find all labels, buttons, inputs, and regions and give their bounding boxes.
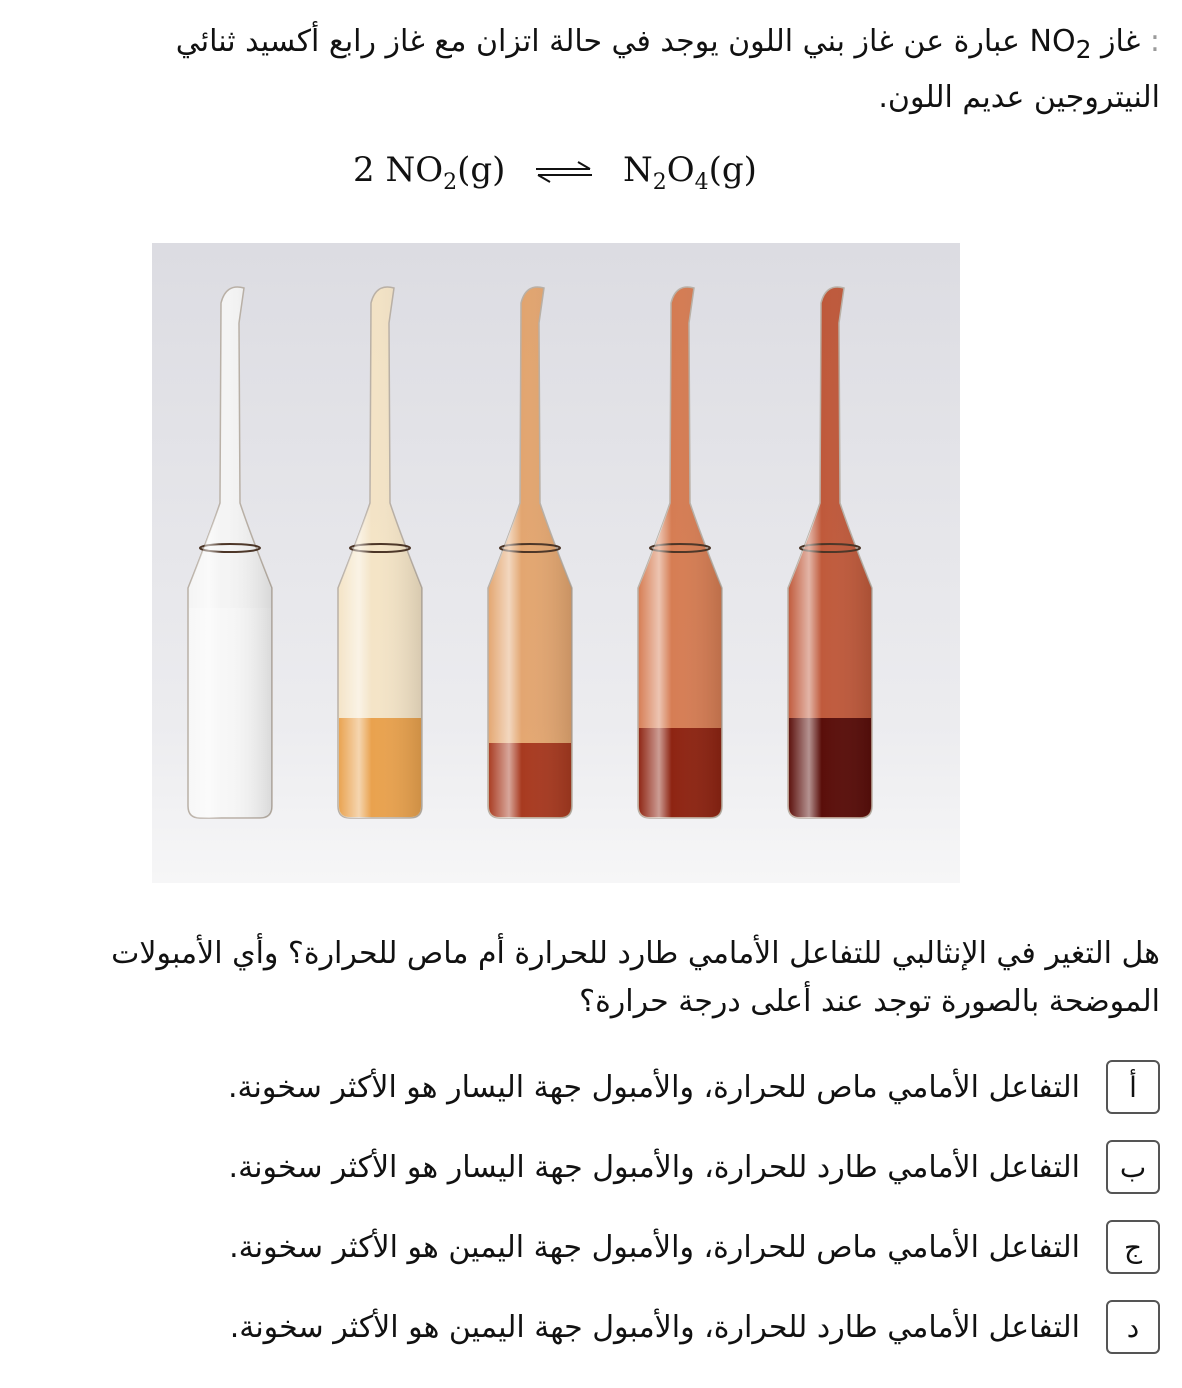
option-c-letter[interactable]: ج [1106, 1220, 1160, 1274]
intro-line2: النيتروجين عديم اللون. [878, 80, 1160, 115]
reactant: 2 $NO_2(g)$ [353, 150, 506, 195]
ampoules-photo [152, 243, 960, 883]
option-b-text: التفاعل الأمامي طارد للحرارة، والأمبول جهة اليسار هو الأكثر سخونة. [228, 1149, 1080, 1185]
option-a-text: التفاعل الأمامي ماص للحرارة، والأمبول جهة اليسار هو الأكثر سخونة. [227, 1069, 1080, 1105]
option-a[interactable] [60, 1058, 1160, 1116]
option-d-letter[interactable]: د [1106, 1300, 1160, 1354]
option-b[interactable] [60, 1138, 1160, 1196]
chemical-equation [0, 150, 1110, 195]
option-a-letter[interactable]: أ [1106, 1060, 1160, 1114]
product: $N_2O_4(g)$ [623, 150, 757, 195]
question-number-fragment: : [1149, 24, 1160, 59]
equilibrium-arrows-icon [534, 160, 594, 184]
intro-formula: $NO_2$ [1029, 24, 1092, 64]
question-text: هل التغير في الإنثالبي للتفاعل الأمامي طارد للحرارة أم ماص للحرارة؟ وأي الأمبولات الموضحة بالصورة توجد عند أعلى درجة حرارة؟ [111, 936, 1160, 1019]
intro-prefix: غاز [1101, 24, 1141, 59]
intro-line1-rest: عبارة عن غاز بني اللون يوجد في حالة اتزان مع غاز رابع أكسيد ثنائي [175, 24, 1020, 59]
option-d-text: التفاعل الأمامي طارد للحرارة، والأمبول جهة اليمين هو الأكثر سخونة. [229, 1309, 1080, 1345]
intro-paragraph [60, 18, 1160, 122]
option-c[interactable] [60, 1218, 1160, 1276]
option-c-text: التفاعل الأمامي ماص للحرارة، والأمبول جهة اليمين هو الأكثر سخونة. [229, 1229, 1080, 1265]
option-b-letter[interactable]: ب [1106, 1140, 1160, 1194]
option-d[interactable] [60, 1298, 1160, 1356]
